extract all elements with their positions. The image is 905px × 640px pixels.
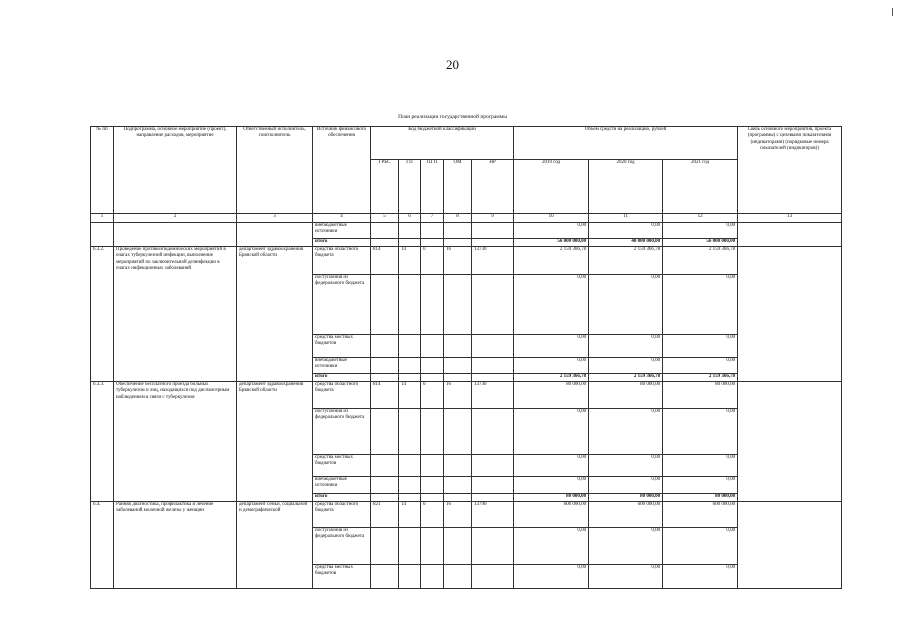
value-cell: 2 159 366,78: [514, 247, 589, 275]
value-cell: 0,00: [589, 565, 663, 589]
value-cell: 0,00: [589, 335, 663, 358]
item-number: 6.4.: [91, 502, 114, 589]
code-om: 16: [444, 502, 472, 528]
value-cell: 0,00: [514, 565, 589, 589]
value-cell: 0,00: [514, 409, 589, 455]
code-gp: 14: [399, 247, 421, 275]
item-name: Обеспечение бесплатного проезда больных туберкулезом и лиц, находящихся под диспансерным наблюдением в связи с туберкулезом: [114, 382, 237, 502]
header-2020: 2020 год: [589, 160, 663, 214]
colnum: 4: [313, 214, 371, 223]
value-cell: 0,00: [514, 528, 589, 565]
source-label: поступления из федерального бюджета: [313, 409, 371, 455]
header-2021: 2021 год: [663, 160, 738, 214]
value-cell: 80 000,00: [514, 382, 589, 409]
code-grbs: 821: [371, 502, 399, 528]
source-label: внебюджетные источники: [313, 223, 371, 239]
code-grbs: 814: [371, 382, 399, 409]
total-cell: 2 159 366,78: [514, 374, 589, 382]
header-nr: НР: [472, 160, 514, 214]
header-code-group: Код бюджетной классификации: [371, 127, 514, 160]
colnum: 1: [91, 214, 114, 223]
colnum: 13: [738, 214, 842, 223]
header-pgp: ПГП: [421, 160, 444, 214]
header-2019: 2019 год: [514, 160, 589, 214]
code-pgp: 0: [421, 382, 444, 409]
header-om: ОМ: [444, 160, 472, 214]
source-label: средства местных бюджетов: [313, 335, 371, 358]
source-label: средства местных бюджетов: [313, 565, 371, 589]
source-label: итого: [313, 494, 371, 502]
item-executor: департамент здравоохранения Брянской области: [237, 247, 313, 382]
value-cell: 600 000,00: [514, 502, 589, 528]
value-cell: 0,00: [589, 223, 663, 239]
value-cell: 0,00: [514, 358, 589, 374]
value-cell: 0,00: [663, 477, 738, 494]
code-nr: 13730: [472, 382, 514, 409]
code-gp: 14: [399, 382, 421, 409]
total-cell: 56 000 000,00: [663, 239, 738, 247]
colnum: 9: [472, 214, 514, 223]
source-label: поступления из федерального бюджета: [313, 528, 371, 565]
value-cell: 0,00: [663, 335, 738, 358]
colnum: 3: [237, 214, 313, 223]
value-cell: 2 159 366,78: [589, 247, 663, 275]
value-cell: 600 000,00: [663, 502, 738, 528]
total-cell: 80 000,00: [663, 494, 738, 502]
value-cell: 0,00: [514, 477, 589, 494]
code-pgp: 0: [421, 502, 444, 528]
colnum: 8: [444, 214, 472, 223]
table-caption: План реализации государственной программы: [398, 114, 507, 120]
value-cell: 0,00: [589, 358, 663, 374]
value-cell: 0,00: [514, 223, 589, 239]
code-om: 16: [444, 247, 472, 275]
colnum: 10: [514, 214, 589, 223]
value-cell: 0,00: [589, 477, 663, 494]
plan-table: [90, 126, 842, 589]
page-number: 20: [446, 57, 459, 72]
code-grbs: 814: [371, 247, 399, 275]
edge-mark: [892, 8, 893, 16]
colnum: 7: [421, 214, 444, 223]
value-cell: 0,00: [663, 275, 738, 335]
value-cell: 0,00: [663, 409, 738, 455]
item-executor: департамент семьи, социальной и демографической: [237, 502, 313, 589]
source-label: итого: [313, 374, 371, 382]
item-number: 6.3.2.: [91, 247, 114, 382]
code-gp: 14: [399, 502, 421, 528]
header-subprogram: Подпрограмма, основное мероприятие (проект), направление расходов, мероприятие: [114, 127, 237, 214]
source-label: средства местных бюджетов: [313, 455, 371, 477]
total-cell: 40 000 000,00: [589, 239, 663, 247]
item-name: Проведение противоэпидемических мероприятий в очагах туберкулезной инфекции, выполнение мероприятий по заключительной дезинфекции в очагах инфекционных заболеваний: [114, 247, 237, 382]
source-label: внебюджетные источники: [313, 358, 371, 374]
value-cell: 0,00: [663, 528, 738, 565]
header-source: Источник финансового обеспечения: [313, 127, 371, 214]
value-cell: 2 159 366,78: [663, 247, 738, 275]
header-link: Связь основного мероприятия, проекта (программы) с целевыми показателями (индикаторами) (порядковые номера показателей (индикаторов)): [738, 127, 842, 214]
item-number: 6.3.3.: [91, 382, 114, 502]
header-gp: ГП: [399, 160, 421, 214]
header-executor: Ответственный исполнитель, соисполнитель: [237, 127, 313, 214]
total-cell: 56 000 000,00: [514, 239, 589, 247]
value-cell: 600 000,00: [589, 502, 663, 528]
value-cell: 0,00: [663, 455, 738, 477]
source-label: средства областного бюджета: [313, 382, 371, 409]
code-om: 16: [444, 382, 472, 409]
value-cell: 80 000,00: [589, 382, 663, 409]
header-num: № пп: [91, 127, 114, 214]
colnum: 2: [114, 214, 237, 223]
source-label: поступления из федерального бюджета: [313, 275, 371, 335]
value-cell: 0,00: [514, 275, 589, 335]
total-cell: 80 000,00: [514, 494, 589, 502]
value-cell: 0,00: [589, 409, 663, 455]
source-label: средства областного бюджета: [313, 502, 371, 528]
total-cell: 2 159 366,78: [589, 374, 663, 382]
colnum: 5: [371, 214, 399, 223]
value-cell: 0,00: [663, 565, 738, 589]
source-label: итого: [313, 239, 371, 247]
code-nr: 13790: [472, 502, 514, 528]
total-cell: 2 159 366,78: [663, 374, 738, 382]
value-cell: 0,00: [514, 335, 589, 358]
colnum: 12: [663, 214, 738, 223]
code-pgp: 0: [421, 247, 444, 275]
colnum: 11: [589, 214, 663, 223]
value-cell: 80 000,00: [663, 382, 738, 409]
colnum: 6: [399, 214, 421, 223]
source-label: внебюджетные источники: [313, 477, 371, 494]
value-cell: 0,00: [589, 455, 663, 477]
total-cell: 80 000,00: [589, 494, 663, 502]
header-volume-group: Объём средств на реализацию, рублей: [514, 127, 738, 160]
source-label: средства областного бюджета: [313, 247, 371, 275]
value-cell: 0,00: [663, 358, 738, 374]
value-cell: 0,00: [663, 223, 738, 239]
header-grbs: ГРБС: [371, 160, 399, 214]
value-cell: 0,00: [589, 528, 663, 565]
value-cell: 0,00: [589, 275, 663, 335]
item-executor: департамент здравоохранения Брянской области: [237, 382, 313, 502]
item-name: Ранняя диагностика, профилактика и лечение заболеваний молочной железы у женщин: [114, 502, 237, 589]
code-nr: 13730: [472, 247, 514, 275]
value-cell: 0,00: [514, 455, 589, 477]
